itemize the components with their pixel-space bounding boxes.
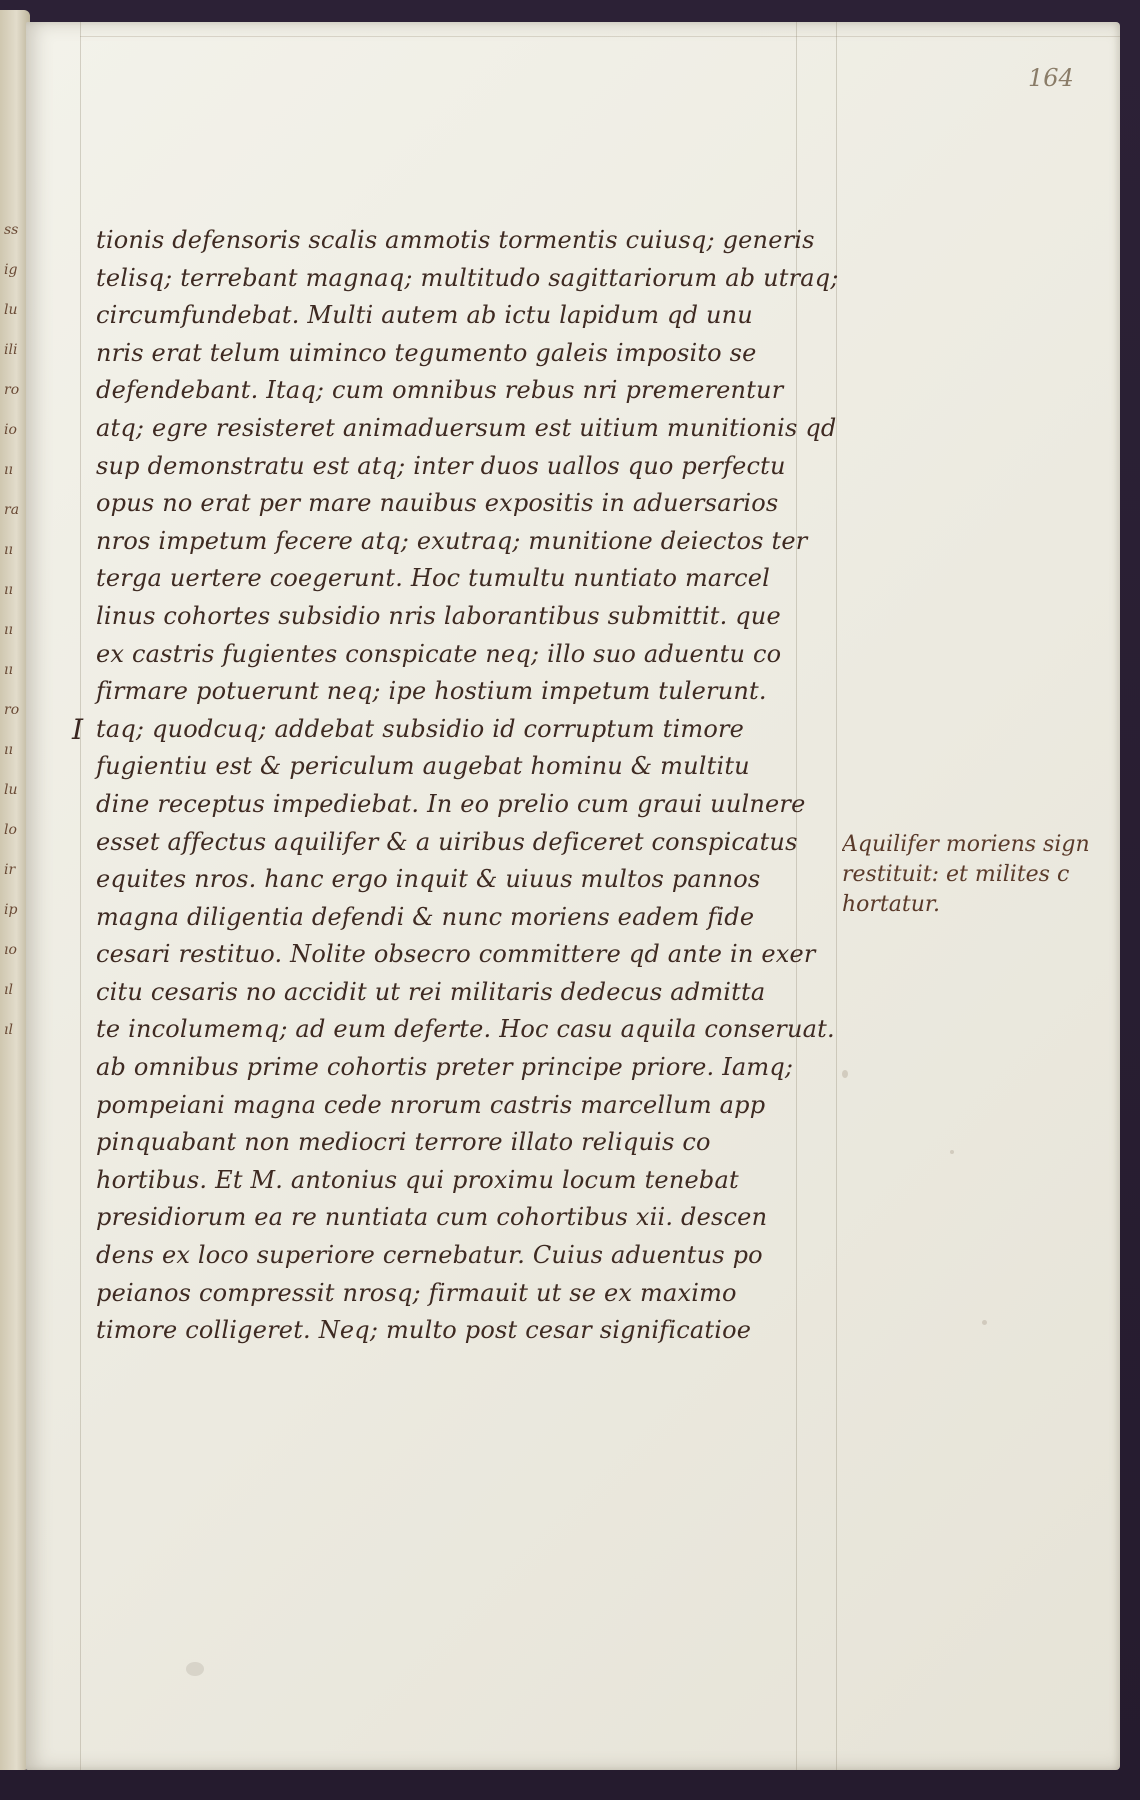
previous-leaf-fragment: ıı <box>4 582 13 598</box>
text-line-content: pompeiani magna cede nrorum castris marcellum app <box>96 1090 766 1119</box>
text-line-content: atq; egre resisteret animaduersum est uitium munitionis qd <box>96 413 837 442</box>
text-line-content: telisq; terrebant magnaq; multitudo sagittariorum ab utraq; <box>96 263 839 292</box>
text-line-content: timore colligeret. Neq; multo post cesar significatioe <box>96 1316 752 1345</box>
text-line <box>96 1124 806 1162</box>
previous-leaf-fragment: ro <box>4 702 20 718</box>
previous-leaf-fragment: ıl <box>4 1022 13 1038</box>
stain-mark <box>186 1662 204 1676</box>
text-line <box>96 485 806 523</box>
marginal-note-line: restituit: et milites c <box>842 862 1070 887</box>
text-line <box>96 824 806 862</box>
text-line-content: peianos compressit nrosq; firmauit ut se ex maximo <box>96 1278 737 1307</box>
stain-mark <box>982 1320 987 1325</box>
text-line-content: equites nros. hanc ergo inquit & uiuus multos pannos <box>96 865 761 894</box>
text-line-content: terga uertere coegerunt. Hoc tumultu nuntiato marcel <box>96 564 771 593</box>
previous-leaf-fragment: ro <box>4 382 20 398</box>
text-line <box>96 1312 806 1350</box>
marginal-note <box>842 830 1120 920</box>
text-line-content: cesari restituo. Nolite obsecro committere qd ante in exer <box>96 940 816 969</box>
marginal-note-line: Aquilifer moriens sign <box>842 832 1090 857</box>
previous-leaf-fragment: ıı <box>4 662 13 678</box>
text-line-content: dine receptus impediebat. In eo prelio cum graui uulnere <box>96 789 806 818</box>
text-line <box>96 1011 835 1049</box>
previous-leaf-fragment: io <box>4 422 17 438</box>
text-line <box>96 598 806 636</box>
text-line-content: te incolumemq; ad eum deferte. Hoc casu aquila conseruat. <box>96 1015 835 1044</box>
stain-mark <box>950 1150 954 1154</box>
folio-number: 164 <box>1028 64 1074 92</box>
text-line <box>96 936 816 974</box>
text-line-content: esset affectus aquilifer & a uiribus deficeret conspicatus <box>96 827 798 856</box>
text-line <box>96 786 806 824</box>
text-line <box>96 748 806 786</box>
marginal-note-line: hortatur. <box>842 892 940 917</box>
previous-leaf-fragment: ra <box>4 502 20 518</box>
text-line <box>96 1237 806 1275</box>
text-line <box>96 1275 806 1313</box>
initial-letter: I <box>72 712 84 746</box>
text-line-content: hortibus. Et M. antonius qui proximu locum tenebat <box>96 1165 739 1194</box>
previous-leaf-fragment: ip <box>4 902 18 918</box>
previous-leaf-fragment: ıı <box>4 622 13 638</box>
text-line-content: firmare potuerunt neq; ipe hostium impetum tulerunt. <box>96 677 767 706</box>
text-line-content: citu cesaris no accidit ut rei militaris dedecus admitta <box>96 977 766 1006</box>
text-line <box>96 861 806 899</box>
text-line <box>96 222 815 260</box>
text-line <box>96 297 806 335</box>
text-line-content: opus no erat per mare nauibus expositis in aduersarios <box>96 489 779 518</box>
text-line-content: ab omnibus prime cohortis preter principe priore. Iamq; <box>96 1053 794 1082</box>
text-line-content: nris erat telum uiminco tegumento galeis imposito se <box>96 338 757 367</box>
text-line <box>96 1162 806 1200</box>
text-line <box>96 523 806 561</box>
text-line <box>96 260 839 298</box>
previous-leaf-fragment: ss <box>4 222 19 238</box>
text-line-content: nros impetum fecere atq; exutraq; munitione deiectos ter <box>96 526 808 555</box>
text-line-content: sup demonstratu est atq; inter duos uallos quo perfectu <box>96 451 786 480</box>
text-line <box>96 372 806 410</box>
previous-leaf-fragment: lu <box>4 782 18 798</box>
text-line-content: taq; quodcuq; addebat subsidio id corruptum timore <box>96 714 745 743</box>
previous-leaf-fragment: lo <box>4 822 17 838</box>
text-line-content: fugientiu est & periculum augebat hominu & multitu <box>96 752 750 781</box>
text-line <box>96 448 806 486</box>
previous-leaf-fragment: ıı <box>4 462 13 478</box>
text-line-content: tionis defensoris scalis ammotis tormentis cuiusq; generis <box>96 226 815 254</box>
text-line-content: dens ex loco superiore cernebatur. Cuius aduentus po <box>96 1241 763 1270</box>
previous-leaf-fragment: ili <box>4 342 18 358</box>
ruling-line <box>80 36 1120 37</box>
previous-leaf-fragment: ig <box>4 262 18 278</box>
text-line-content: magna diligentia defendi & nunc moriens eadem fide <box>96 902 755 931</box>
text-line <box>96 1087 806 1125</box>
text-line <box>96 974 806 1012</box>
text-line <box>96 673 806 711</box>
main-text-column <box>72 222 839 1350</box>
ruling-line <box>80 22 81 1770</box>
text-line-content: pinquabant non mediocri terrore illato reliquis co <box>96 1128 711 1157</box>
text-line <box>96 560 806 598</box>
previous-leaf-fragment: ir <box>4 862 16 878</box>
text-line <box>96 1049 806 1087</box>
text-line <box>96 1199 806 1237</box>
text-line-content: presidiorum ea re nuntiata cum cohortibus xii. descen <box>96 1203 768 1232</box>
previous-leaf-fragment: ıı <box>4 542 13 558</box>
previous-leaf-fragment: ıı <box>4 742 13 758</box>
previous-leaf-fragment: ıo <box>4 942 17 958</box>
previous-leaf-fragment: lu <box>4 302 18 318</box>
stain-mark <box>842 1070 848 1078</box>
text-line-content: ex castris fugientes conspicate neq; illo suo aduentu co <box>96 639 782 668</box>
text-line-content: linus cohortes subsidio nris laborantibus submittit. que <box>96 601 781 630</box>
text-line <box>96 335 806 373</box>
text-line <box>72 711 806 749</box>
text-line <box>96 899 806 937</box>
text-line <box>96 636 806 674</box>
text-line-content: defendebant. Itaq; cum omnibus rebus nri premerentur <box>96 376 784 405</box>
text-line-content: circumfundebat. Multi autem ab ictu lapidum qd unu <box>96 301 753 330</box>
text-line <box>96 410 837 448</box>
previous-leaf-fragment: ıl <box>4 982 13 998</box>
manuscript-page <box>26 22 1120 1770</box>
